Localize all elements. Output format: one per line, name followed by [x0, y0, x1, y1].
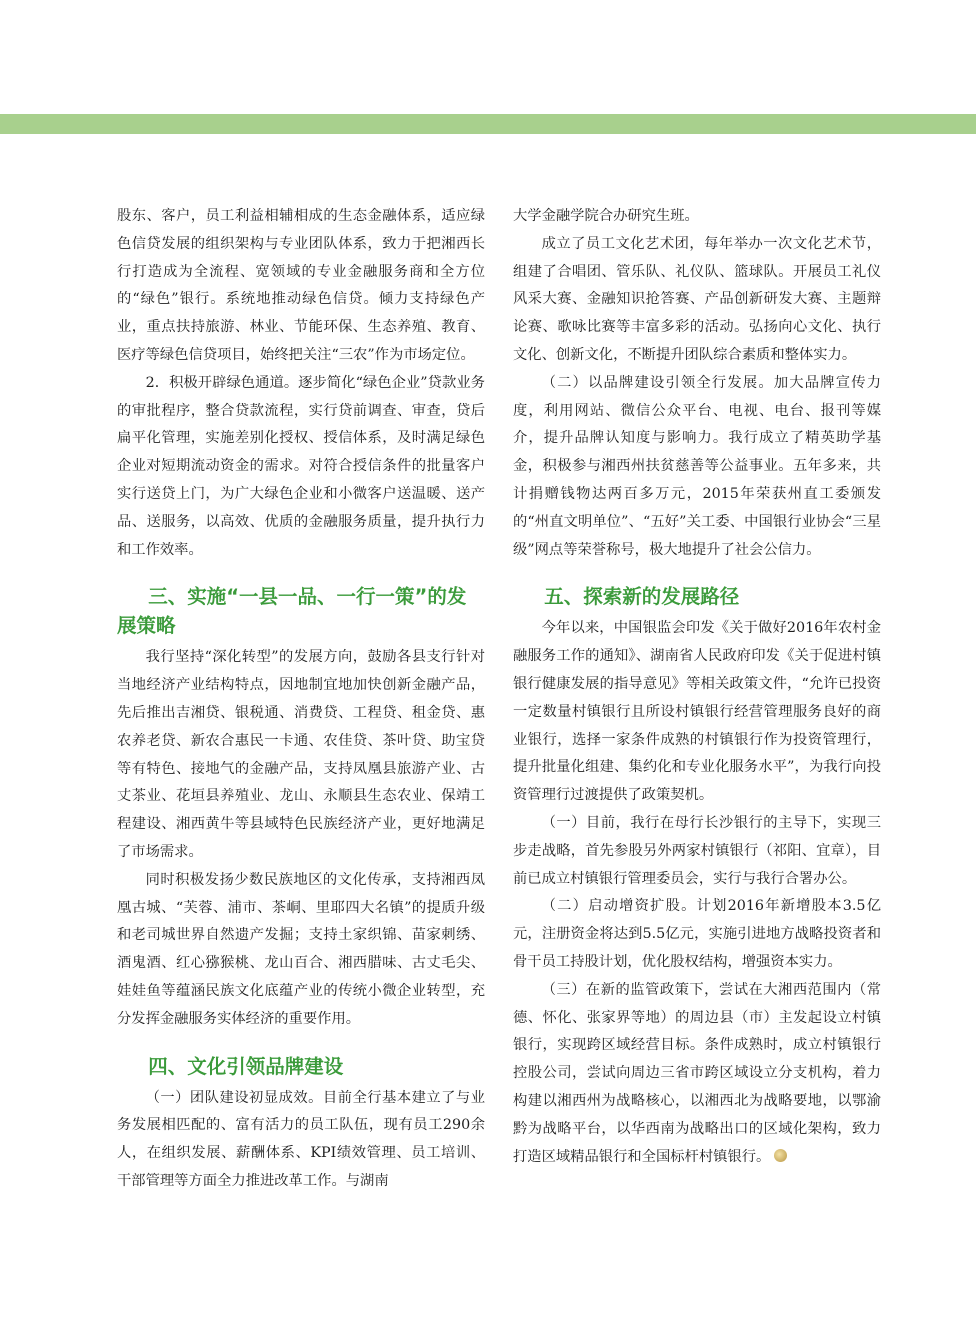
- paragraph-text: （三）在新的监管政策下，尝试在大湘西范围内（常德、怀化、张家界等地）的周边县（市）主发起设立村镇银行，实现跨区域经营目标。条件成熟时，成立村镇银行控股公司，尝试向周边三省市跨区域设立分支机构，着力构建以湘西州为战略核心，以湘西北为战略要地，以鄂渝黔为战略平台，以华西南为战略出口的区域化架构，致力打造区域精品银行和全国标杆村镇银行。: [513, 981, 881, 1165]
- paragraph: （二）以品牌建设引领全行发展。加大品牌宣传力度，利用网站、微信公众平台、电视、电台、报刊等媒介，提升品牌认知度与影响力。我行成立了精英助学基金，积极参与湘西州扶贫慈善等公益事业。五年多来，共计捐赠钱物达两百多万元，2015年荣获州直工委颁发的“州直文明单位”、“五好”关工委、中国银行业协会“三星级”网点等荣誉称号，极大地提升了社会公信力。: [513, 374, 881, 558]
- section-heading-4: 四、文化引领品牌建设: [148, 1054, 344, 1078]
- paragraph: （一）团队建设初显成效。目前全行基本建立了与业务发展相匹配的、富有活力的员工队伍，现有员工290余人，在组织发展、薪酬体系、KPI绩效管理、员工培训、干部管理等方面全力推进改革工作。与湖南: [117, 1089, 485, 1189]
- left-column: [117, 203, 485, 1196]
- paragraph: （一）目前，我行在母行长沙银行的主导下，实现三步走战略，首先参股另外两家村镇银行（祁阳、宜章），目前已成立村镇银行管理委员会，实行与我行合署办公。: [513, 814, 881, 887]
- header-band: [0, 114, 976, 134]
- paragraph: 今年以来，中国银监会印发《关于做好2016年农村金融服务工作的通知》、湖南省人民政府印发《关于促进村镇银行健康发展的指导意见》等相关政策文件，“允许已投资一定数量村镇银行且所设村镇银行经营管理服务良好的商业银行，选择一家条件成熟的村镇银行作为投资管理行，提升批量化组建、集约化和专业化服务水平”，为我行向投资管理行过渡提供了政策契机。: [513, 620, 881, 804]
- end-mark-icon: [774, 1149, 787, 1162]
- paragraph: 成立了员工文化艺术团，每年举办一次文化艺术节，组建了合唱团、管乐队、礼仪队、篮球队。开展员工礼仪风采大赛、金融知识抢答赛、产品创新研发大赛、主题辩论赛、歌咏比赛等丰富多彩的活动。弘扬向心文化、执行文化、创新文化，不断提升团队综合素质和整体实力。: [513, 235, 881, 363]
- paragraph: 股东、客户，员工利益相辅相成的生态金融体系，适应绿色信贷发展的组织架构与专业团队体系，致力于把湘西长行打造成为全流程、宽领域的专业金融服务商和全方位的“绿色”银行。系统地推动绿色信贷。倾力支持绿色产业，重点扶持旅游、林业、节能环保、生态养殖、教育、医疗等绿色信贷项目，始终把关注“三农”作为市场定位。: [117, 208, 485, 363]
- paragraph: 同时积极发扬少数民族地区的文化传承，支持湘西凤凰古城、“芙蓉、浦市、茶峒、里耶四大名镇”的提质升级和老司城世界自然遗产发掘；支持土家织锦、苗家刺绣、酒鬼酒、红心猕猴桃、龙山百合、湘西腊味、古丈毛尖、娃娃鱼等蕴涵民族文化底蕴产业的传统小微企业转型，充分发挥金融服务实体经济的重要作用。: [117, 871, 485, 1027]
- section-heading-5: 五、探索新的发展路径: [544, 585, 740, 609]
- paragraph: 2．积极开辟绿色通道。逐步简化“绿色企业”贷款业务的审批程序，整合贷款流程，实行贷前调查、审查，贷后扁平化管理，实施差别化授权、授信体系，及时满足绿色企业对短期流动资金的需求。对符合授信条件的批量客户实行送贷上门，为广大绿色企业和小微客户送温暖、送产品、送服务，以高效、优质的金融服务质量，提升执行力和工作效率。: [117, 374, 485, 558]
- paragraph: （二）启动增资扩股。计划2016年新增股本3.5亿元，注册资金将达到5.5亿元，实施引进地方战略投资者和骨干员工持股计划，优化股权结构，增强资本实力。: [513, 898, 881, 970]
- paragraph: 我行坚持“深化转型”的发展方向，鼓励各县支行针对当地经济产业结构特点，因地制宜地加快创新金融产品，先后推出吉湘贷、银税通、消费贷、工程贷、租金贷、惠农养老贷、新农合惠民一卡通、农佳贷、茶叶贷、助宝贷等有特色、接地气的金融产品，支持凤凰县旅游产业、古丈茶业、花垣县养殖业、龙山、永顺县生态农业、保靖工程建设、湘西黄牛等县域特色民族经济产业，更好地满足了市场需求。: [117, 649, 485, 860]
- right-column: [513, 203, 881, 1171]
- section-heading-3: 三、实施“一县一品、一行一策”的发展策略: [117, 585, 467, 638]
- paragraph: 大学金融学院合办研究生班。: [513, 208, 699, 224]
- last-paragraph: [513, 977, 881, 1172]
